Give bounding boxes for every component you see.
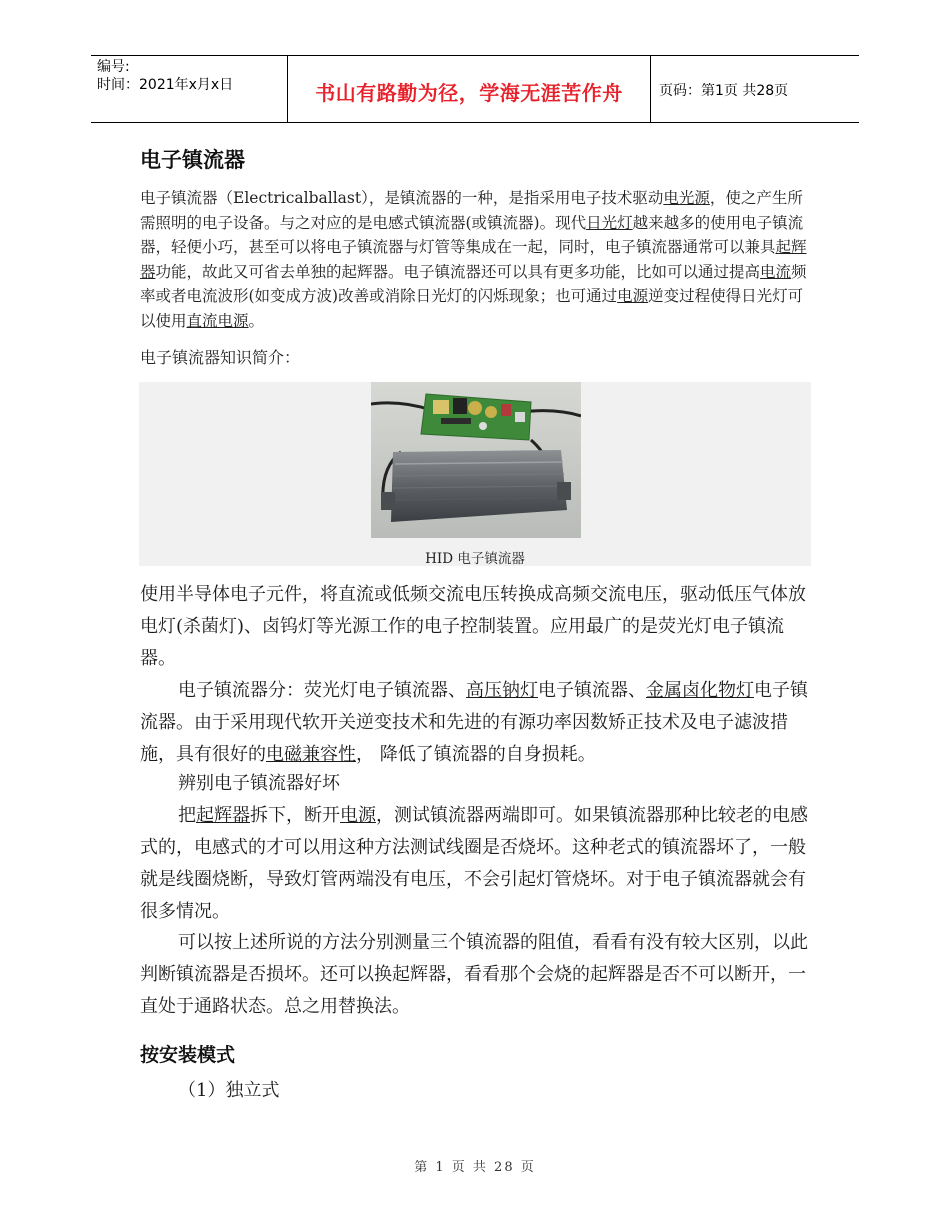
section-heading-install-mode: 按安装模式 xyxy=(140,1044,236,1066)
para4-text-c: ，测试镇流器两端即可。如果镇流器那种比较老的电感式的，电感式的才可以用这种方法测试线圈是否烧坏。这种老式的镇流器坏了，一般就是线圈烧断，导致灯管两端没有电压，不会引起灯管烧坏。对于电子镇流器就会有很多情况。 xyxy=(140,805,808,922)
intro-text-5: 频率或者电流波形(如变成方波)改善或消除日光灯的闪烁现象；也可通过 xyxy=(140,262,807,305)
header-number-label: 编号: xyxy=(97,59,130,75)
header-meta xyxy=(97,58,233,94)
intro-text-1: 电子镇流器（Electricalballast），是镇流器的一种，是指采用电子技术驱动 xyxy=(140,189,664,207)
body-paragraph-1: 使用半导体电子元件，将直流或低频交流电压转换成高频交流电压，驱动低压气体放电灯(杀菌灯)、卤钨灯等光源工作的电子控制装置。应用最广的是荧光灯电子镇流器。 xyxy=(140,584,806,669)
para2-text-a: 电子镇流器分：荧光灯电子镇流器、 xyxy=(178,680,466,701)
list-item-standalone: （1）独立式 xyxy=(178,1080,280,1101)
intro-text-3: 越来越多的使用电子镇流器，轻便小巧，甚至可以将电子镇流器与灯管等集成在一起，同时，电子镇流器通常可以兼具 xyxy=(140,213,804,256)
para4-text-b: 拆下，断开 xyxy=(250,805,340,826)
figure-box xyxy=(139,382,811,566)
page-title: 电子镇流器 xyxy=(140,148,245,172)
intro-text-2: ，使之产生所需照明的电子设备。与之对应的是电感式镇流器(或镇流器)。现代 xyxy=(140,189,803,232)
intro-text-4: 功能，故此又可省去单独的起辉器。电子镇流器还可以具有更多功能，比如可以通过提高 xyxy=(155,262,761,281)
link-starter[interactable]: 起辉器 xyxy=(140,238,807,281)
para2-text-c: 电子镇流器。由于采用现代软开关逆变技术和先进的有源功率因数矫正技术及电子滤波措施，具有很好的 xyxy=(140,680,808,765)
header-motto-cell xyxy=(287,56,651,122)
body-paragraph-5: 可以按上述所说的方法分别测量三个镇流器的阻值，看看有没有较大区别，以此判断镇流器是否损坏。还可以换起辉器，看看那个会烧的起辉器是否不可以断开，一直处于通路状态。总之用替换法。 xyxy=(140,932,808,1017)
link-emc[interactable]: 电磁兼容性 xyxy=(266,744,356,765)
figure-caption: HID 电子镇流器 xyxy=(425,551,525,567)
intro-paragraph xyxy=(140,186,812,333)
para4-text-a: 把 xyxy=(178,805,196,826)
link-starter-2[interactable]: 起辉器 xyxy=(196,805,250,826)
link-power-source[interactable]: 电源 xyxy=(617,287,649,305)
body-paragraph-4 xyxy=(140,800,812,928)
link-current[interactable]: 电流 xyxy=(760,262,792,281)
knowledge-heading: 电子镇流器知识简介： xyxy=(140,348,301,367)
body-paragraph-2 xyxy=(140,675,812,771)
body-paragraph-3: 辨别电子镇流器好坏 xyxy=(178,773,340,794)
link-light-source[interactable]: 电光源 xyxy=(663,189,710,207)
header-time-label: 时间：2021年x月x日 xyxy=(97,77,234,93)
page-header xyxy=(91,55,859,123)
hid-ballast-photo xyxy=(371,382,581,538)
para2-text-d: ， 降低了镇流器的自身损耗。 xyxy=(356,744,596,765)
para2-text-b: 电子镇流器、 xyxy=(538,680,646,701)
intro-text-7: 。 xyxy=(248,311,265,330)
page-footer: 第 1 页 共 28 页 xyxy=(414,1160,536,1175)
link-dc-power[interactable]: 直流电源 xyxy=(186,311,249,330)
link-fluorescent-lamp[interactable]: 日光灯 xyxy=(586,213,633,232)
header-page-info: 页码：第1页 共28页 xyxy=(659,83,789,99)
link-high-pressure-sodium[interactable]: 高压钠灯 xyxy=(466,680,538,701)
intro-text-6: 逆变过程使得日光灯可以使用 xyxy=(140,287,804,330)
header-motto: 书山有路勤为径，学海无涯苦作舟 xyxy=(315,81,623,105)
link-metal-halide[interactable]: 金属卤化物灯 xyxy=(646,680,754,701)
link-power-2[interactable]: 电源 xyxy=(340,805,376,826)
